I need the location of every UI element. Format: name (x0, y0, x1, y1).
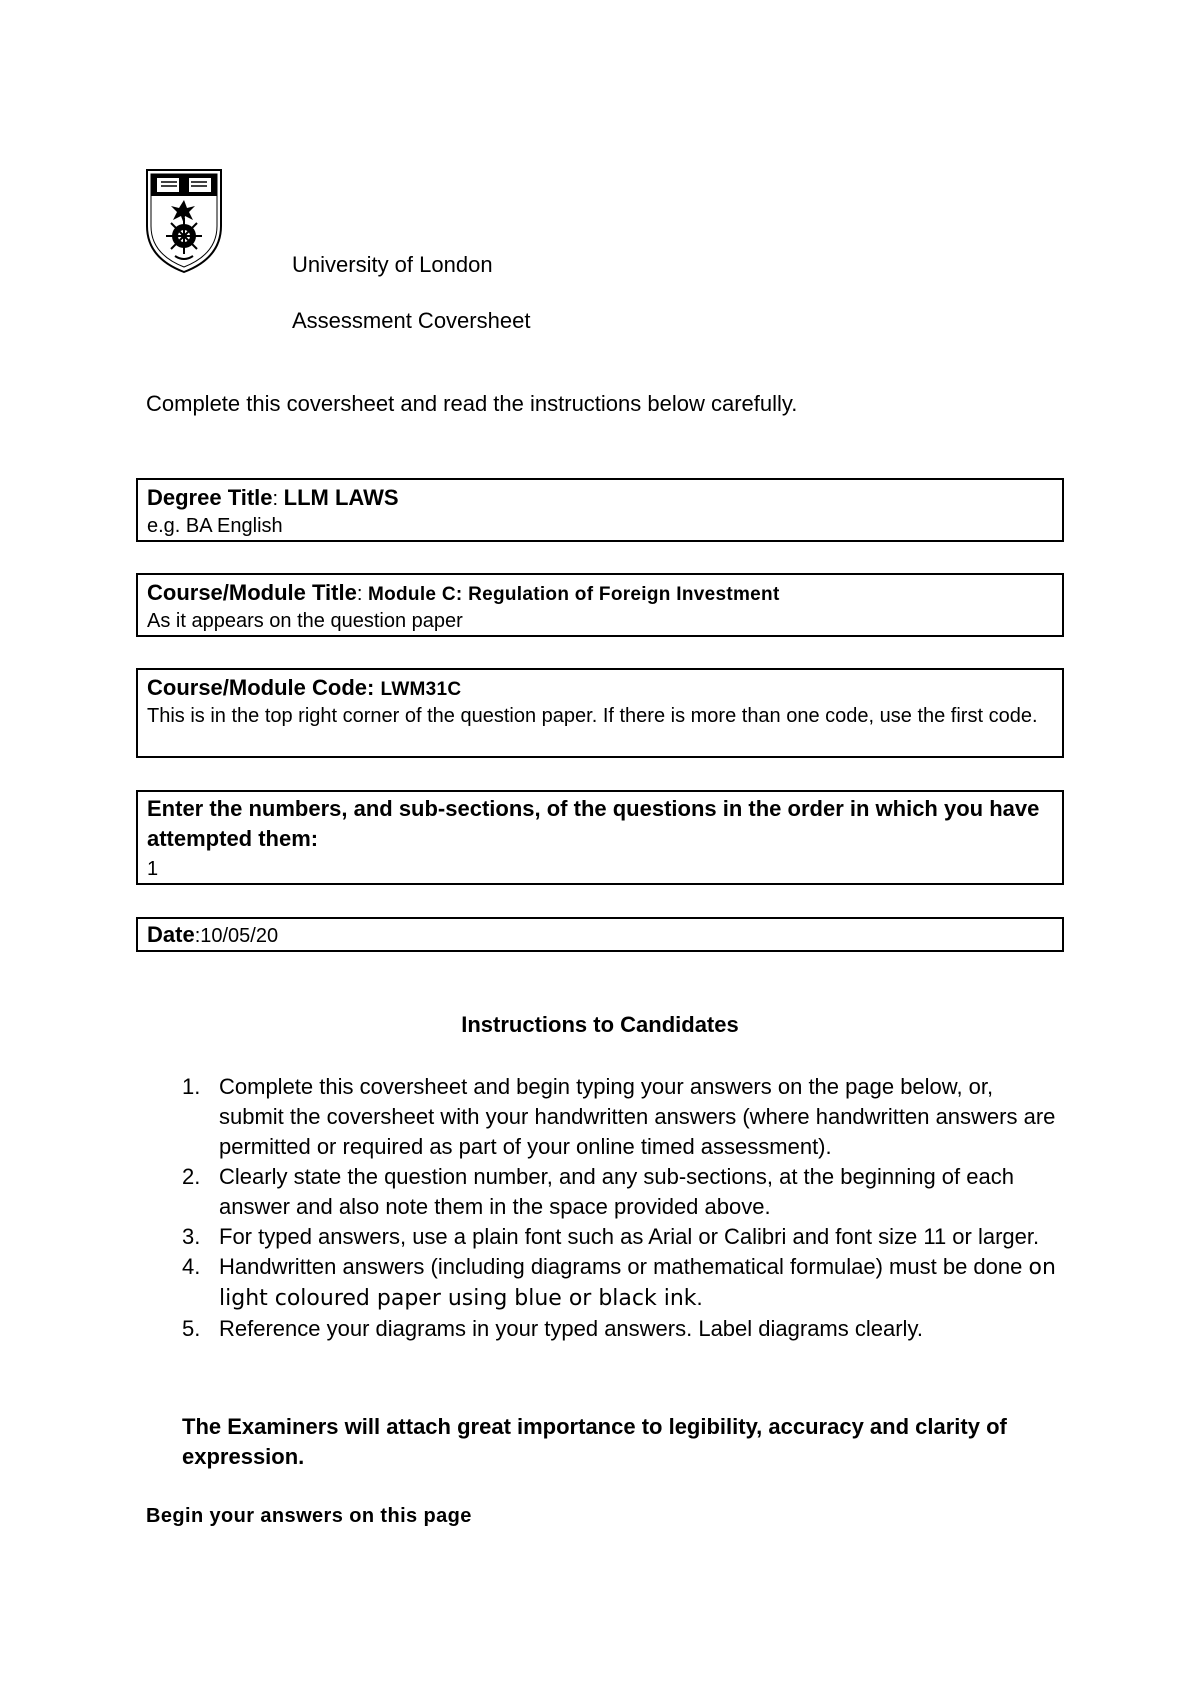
module-title-field[interactable] (136, 573, 1064, 637)
university-crest-logo (145, 168, 223, 274)
questions-attempted-value[interactable]: 1 (147, 858, 159, 880)
date-label: Date (147, 922, 195, 947)
instruction-text: Complete this coversheet and begin typing your answers on the page below, or, submit the coversheet with your handwritten answers (where handwritten answers are permitted or required as part of your online timed assessment). (219, 1074, 1056, 1159)
coversheet-title: Assessment Coversheet (292, 308, 531, 333)
module-code-value[interactable]: LWM31C (380, 679, 462, 700)
degree-title-value[interactable]: LLM LAWS (283, 485, 399, 510)
intro-text: Complete this coversheet and read the instructions below carefully. (146, 391, 798, 416)
instruction-text: Reference your diagrams in your typed answers. Label diagrams clearly. (219, 1316, 923, 1341)
degree-title-hint: e.g. BA English (147, 515, 283, 537)
examiners-note: The Examiners will attach great importance to legibility, accuracy and clarity of expression. (182, 1414, 1007, 1469)
instruction-item (182, 1222, 1062, 1252)
instruction-text: For typed answers, use a plain font such as Arial or Calibri and font size 11 or larger. (219, 1224, 1040, 1249)
instruction-number: 4. (182, 1254, 201, 1279)
module-title-hint: As it appears on the question paper (147, 610, 463, 632)
instruction-number: 2. (182, 1164, 201, 1189)
questions-attempted-label: Enter the numbers, and sub-sections, of the questions in the order in which you have attempted them: (147, 796, 1040, 851)
instructions-list (182, 1072, 1062, 1344)
instruction-item (182, 1314, 1062, 1344)
university-name: University of London (292, 252, 493, 277)
instruction-tail: . (696, 1285, 703, 1310)
instruction-item (182, 1162, 1062, 1222)
instruction-text: Handwritten answers (including diagrams or mathematical formulae) must be done (219, 1254, 1029, 1279)
questions-attempted-field[interactable] (136, 790, 1064, 885)
module-title-value[interactable]: Module C: Regulation of Foreign Investment (367, 584, 780, 605)
date-separator: : (194, 925, 201, 947)
instruction-text: Clearly state the question number, and any sub-sections, at the beginning of each answer and also note them in the space provided above. (219, 1164, 1014, 1219)
module-code-hint: This is in the top right corner of the question paper. If there is more than one code, use the first code. (147, 705, 1038, 727)
begin-answers-note: Begin your answers on this page (146, 1505, 472, 1527)
module-code-field[interactable] (136, 668, 1064, 758)
instructions-heading: Instructions to Candidates (461, 1012, 739, 1037)
instruction-number: 5. (182, 1316, 201, 1341)
degree-title-field[interactable] (136, 478, 1064, 542)
date-value[interactable]: 10/05/20 (200, 925, 279, 947)
module-title-separator: : (356, 583, 368, 605)
module-code-separator: : (367, 675, 381, 700)
instruction-item (182, 1252, 1062, 1314)
degree-title-label: Degree Title (147, 485, 273, 510)
degree-title-separator: : (272, 488, 284, 510)
instruction-number: 3. (182, 1224, 201, 1249)
instruction-item (182, 1072, 1062, 1162)
module-title-label: Course/Module Title (147, 580, 357, 605)
module-code-label: Course/Module Code (147, 675, 368, 700)
instruction-number: 1. (182, 1074, 201, 1099)
date-field[interactable] (136, 917, 1064, 952)
instruction-emphasis: on light coloured paper using blue or black ink (219, 1255, 1056, 1311)
